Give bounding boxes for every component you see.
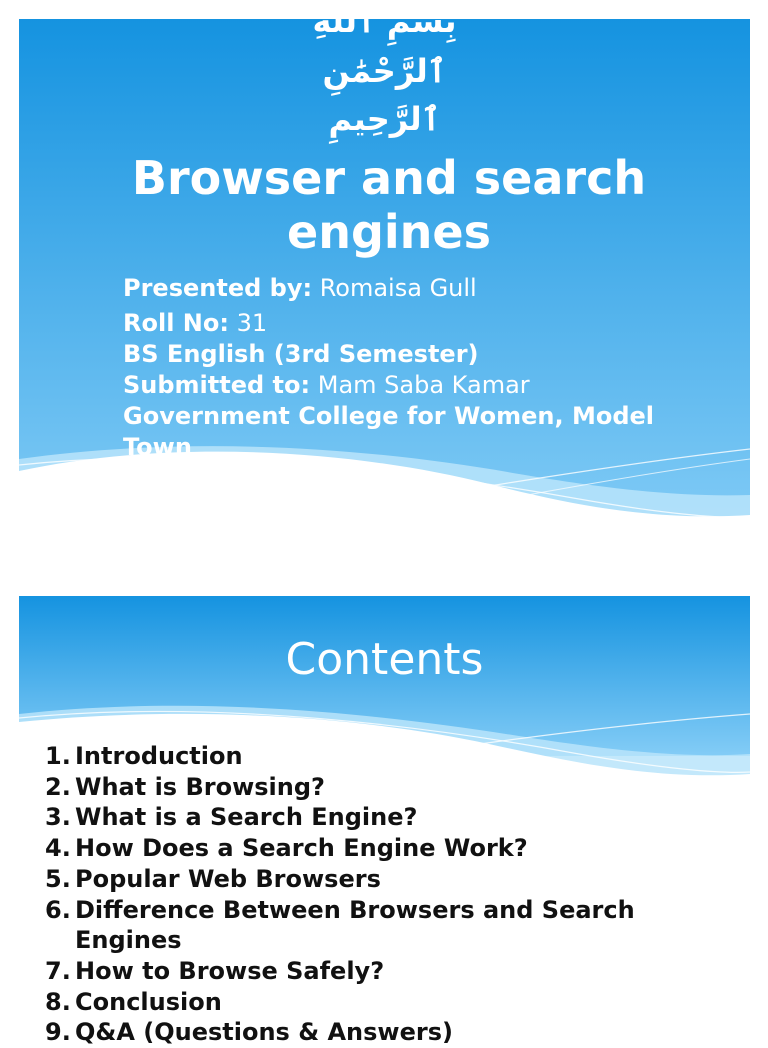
item-text: Q&A (Questions & Answers) [75, 1018, 453, 1047]
presented-by [123, 273, 683, 304]
item-text: Difference Between Browsers and Search Engines [75, 895, 635, 955]
submitted-to-value: Mam Saba Kamar [310, 371, 530, 399]
list-item [45, 741, 735, 772]
submitted-to [123, 370, 683, 401]
item-text: Popular Web Browsers [75, 864, 381, 893]
item-text: How to Browse Safely? [75, 956, 385, 985]
bismillah-line-3: ٱلرَّحِيمِ [328, 100, 441, 138]
program-text: BS English (3rd Semester) [123, 340, 479, 368]
item-number: 2. [45, 772, 71, 801]
item-number: 6. [45, 895, 71, 924]
list-item [45, 956, 735, 987]
list-item [45, 772, 735, 803]
program [123, 339, 683, 370]
item-number: 5. [45, 864, 71, 893]
item-text: What is a Search Engine? [75, 803, 418, 832]
item-text: Conclusion [75, 987, 222, 1016]
list-item [45, 864, 735, 895]
item-number: 1. [45, 742, 71, 770]
item-number: 7. [45, 956, 71, 985]
presentation-title [89, 151, 689, 259]
roll-number-label: Roll No: [123, 309, 229, 337]
presented-by-value: Romaisa Gull [312, 274, 477, 302]
list-item [45, 802, 735, 833]
list-item [45, 833, 735, 864]
roll-number-value: 31 [228, 309, 268, 337]
item-number: 4. [45, 834, 71, 863]
item-number: 8. [45, 987, 71, 1016]
submitted-to-label: Submitted to: [123, 371, 311, 399]
college-text: Government College for Women, Model Town [123, 402, 654, 461]
bismillah-line-2: ٱلرَّحْمَٰنِ [322, 52, 447, 90]
list-item [45, 895, 735, 956]
contents-title: Contents [285, 634, 484, 685]
list-item [45, 1017, 735, 1048]
college [123, 401, 683, 463]
list-item [45, 987, 735, 1018]
bismillah-line-1: بِسْمِ ٱللَّهِ [312, 2, 457, 40]
item-text: Introduction [75, 742, 243, 770]
title-line-2: engines [287, 205, 491, 259]
presented-by-label: Presented by: [123, 274, 313, 302]
contents-slide [19, 596, 750, 1047]
item-text: How Does a Search Engine Work? [75, 834, 528, 863]
item-text: What is Browsing? [75, 772, 325, 801]
contents-list [45, 741, 735, 1048]
item-number: 3. [45, 803, 71, 832]
roll-number [123, 308, 683, 339]
title-slide [19, 2, 750, 539]
item-number: 9. [45, 1018, 71, 1047]
presenter-info [123, 273, 683, 463]
title-line-1: Browser and search [131, 151, 647, 205]
